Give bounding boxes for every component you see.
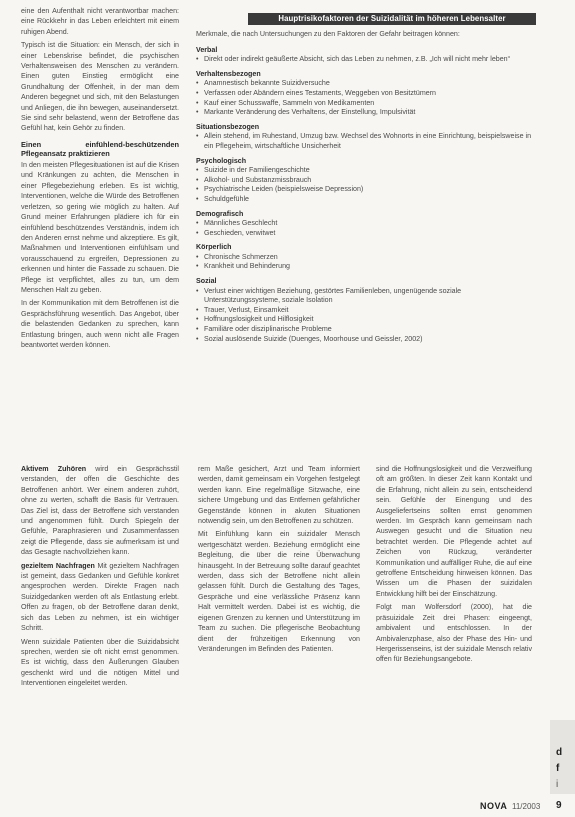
risk-section-title: Sozial	[196, 277, 217, 286]
risk-section-verbal	[196, 46, 536, 65]
footer-issue: 11/2003	[512, 802, 541, 811]
risk-item: • Alkohol- und Substanzmissbrauch	[196, 176, 536, 186]
paragraph: sind die Hoffnungslosigkeit und die Verzweiflung oft am größten. In dieser Zeit kann Kontakt und die Erfahrung, nicht allein zu sein, entscheidend sein. Gefühle der Einengung und des Ausgeliefertseins sollten ernst genommen werden. Im Gespräch kann gemeinsam nach Auswegen gesucht und die Situation neu betrachtet werden. Die Pflegende achtet auf Zeichen von Rückzug, veränderter Kommunikation und auffälliger Ruhe, die auf eine getroffene Entscheidung hinweisen können. Das Wissen um die Phasen der suizidalen Entwicklung hilft bei der Einschätzung.	[376, 465, 532, 598]
paragraph: Typisch ist die Situation: ein Mensch, der sich in einer Lebenskrise befindet, die psychischen Verhaltensweisen des Menschen zu verändern. Einen guten Einstieg ermöglicht eine Grundhaltung der Offenheit, in der man dem Anderen begegnet und sich, mit den Belastungen und Anliegen, die ihn bewegen, auseinandersetzt. Sie sind sehr belastend, wenn der Betroffene das Gefühl hat, kein Gehör zu finden.	[21, 41, 179, 133]
footer-journal-name: NOVA	[480, 801, 508, 811]
risk-item: • Schuldgefühle	[196, 195, 536, 205]
language-side-tab	[550, 720, 575, 794]
risk-factors-box	[196, 30, 536, 349]
risk-section-situational	[196, 123, 536, 152]
column-1-bottom	[21, 464, 179, 692]
language-letter-d: d	[556, 747, 563, 758]
risk-section-social	[196, 277, 536, 344]
lead-term: gezieltem Nachfragen	[21, 561, 95, 570]
risk-item: • Direkt oder indirekt geäußerte Absicht, sich das Leben zu nehmen, z.B. „Ich will nicht mehr leben“	[196, 55, 536, 65]
risk-item: • Geschieden, verwitwet	[196, 229, 536, 239]
language-letter-i: i	[556, 779, 559, 790]
risk-item: • Suizide in der Familiengeschichte	[196, 166, 536, 176]
risk-item: • Familiäre oder disziplinarische Probleme	[196, 325, 536, 335]
column-3-bottom	[376, 464, 532, 668]
paragraph: eine den Aufenthalt nicht verantwortbar machen: eine Rückkehr in das Leben erleichtert mit einem ruhigen Abend.	[21, 7, 179, 36]
paragraph: rem Maße gesichert, Arzt und Team informiert werden, damit gemeinsam ein Vorgehen festgelegt werden kann. Eine regelmäßige Sitzwache, eine sichere Umgebung und das Entfernen gefährlicher Gegenstände können in akuten Situationen notwendig sein, um den Betroffenen zu schützen.	[198, 465, 360, 526]
paragraph: Folgt man Wolfersdorf (2000), hat die präsuizidale Zeit drei Phasen: eingeengt, ambivalent und entschlossen. In der Ambivalenzphase, also der Phase des Hin- und Hergerissenseins, ist der suizidale Mensch relativ offen für Beziehungsangebote.	[376, 603, 532, 664]
risk-factors-box-title: Hauptrisikofaktoren der Suizidalität im höheren Lebensalter	[248, 13, 536, 25]
lead-term: Aktivem Zuhören	[21, 465, 87, 473]
risk-item: • Trauer, Verlust, Einsamkeit	[196, 306, 536, 316]
risk-item: • Männliches Geschlecht	[196, 219, 536, 229]
risk-section-title: Verhaltensbezogen	[196, 69, 261, 78]
box-intro: Merkmale, die nach Untersuchungen zu den Faktoren der Gefahr beitragen können:	[196, 30, 460, 38]
risk-item: • Sozial auslösende Suizide (Duenges, Moorhouse und Geissler, 2002)	[196, 335, 536, 345]
risk-section-psychological	[196, 157, 536, 205]
risk-section-title: Situationsbezogen	[196, 122, 260, 131]
paragraph-text: wird ein Gesprächsstil verstanden, der offen die Geschichte des Betroffenen anhört. Wer einem anderen zuhört, ohne zu werten, schafft die Basis für Vertrauen. Das Ziel ist, dass der Betroffene sich verstanden und angenommen fühlt. Durch Spiegeln der Gefühle, Paraphrasieren und Zusammenfassen zeigt die Pflegende, dass sie aufmerksam ist und das Gesagte nachvollziehen kann.	[21, 465, 179, 557]
language-letter-f: f	[556, 763, 560, 774]
risk-item: • Markante Veränderung des Verhaltens, der Einstellung, Impulsivität	[196, 108, 536, 118]
risk-item: • Anamnestisch bekannte Suizidversuche	[196, 79, 536, 89]
risk-section-title: Demografisch	[196, 209, 244, 218]
column-1-top	[21, 6, 179, 353]
risk-item: • Verlust einer wichtigen Beziehung, gestörtes Familienleben, ungenügende soziale Unterstützungssysteme, soziale Isolation	[196, 287, 536, 306]
paragraph: Wenn suizidale Patienten über die Suizidabsicht sprechen, werden sie oft nicht ernst genommen. Es ist wichtig, dass den Äußerungen Glauben geschenkt wird und die nötigen Mittel und Interventionen eingeleitet werden.	[21, 637, 179, 688]
risk-item: • Krankheit und Behinderung	[196, 262, 536, 272]
risk-section-title: Psychologisch	[196, 156, 247, 165]
risk-item: • Kauf einer Schusswaffe, Sammeln von Medikamenten	[196, 99, 536, 109]
paragraph: In der Kommunikation mit dem Betroffenen ist die Gesprächsführung wesentlich. Das Angebot, über die belastenden Gedanken zu sprechen, kann Entlastung bringen, auch wenn nicht alle Fragen beantwortet werden können.	[21, 299, 179, 349]
page-number: 9	[556, 800, 562, 811]
risk-section-demographic	[196, 210, 536, 239]
paragraph	[21, 561, 179, 634]
column-2-bottom	[198, 464, 360, 657]
section-heading: Einen einfühlend-beschützenden Pflegeansatz praktizieren	[21, 139, 179, 159]
risk-item: • Hoffnungslosigkeit und Hilflosigkeit	[196, 315, 536, 325]
risk-item: • Chronische Schmerzen	[196, 253, 536, 263]
risk-section-title: Verbal	[196, 45, 218, 54]
risk-section-physical	[196, 243, 536, 272]
risk-item: • Allein stehend, im Ruhestand, Umzug bzw. Wechsel des Wohnorts in eine Einrichtung, beispielsweise in ein Pflegeheim, wirtschaftliche Unsicherheit	[196, 132, 536, 151]
paragraph: In den meisten Pflegesituationen ist auf die Krisen und Kränkungen zu achten, die Menschen in einer Pflegebeziehung erleben. Es ist wichtig, Interventionen, welche die Würde des Betroffenen verletzen, so gering wie möglich zu halten. Auf Grund meiner Erfahrungen plädiere ich für ein einfühlend beschützendes Verständnis, indem ich den Anderen ernst nehme und akzeptiere. Es gilt, Maßnahmen und Interventionen einfühlsam und vorausschauend zu ergreifen, Depressionen zu erkennen und hinter die Fassade zu schauen. Die Pflege ist verpflichtet, alles zu tun, um dem Menschen Halt zu geben.	[21, 161, 179, 294]
paragraph: Mit Einfühlung kann ein suizidaler Mensch wertgeschätzt werden. Beziehung ermöglicht eine Begleitung, die über die reine Überwachung hinausgeht. In der Betreuung sollte darauf geachtet werden, dass sich der Betroffene nicht allein gelassen fühlt. Durch die Gestaltung des Tages, Gespräche und eine verlässliche Präsenz kann Halt vermittelt werden. Dabei ist es wichtig, die eigenen Grenzen zu kennen und Unterstützung im Team zu suchen. Die pflegerische Beobachtung dient der frühzeitigen Erkennung von Veränderungen im Befinden des Patienten.	[198, 530, 360, 653]
risk-section-behavioral	[196, 70, 536, 118]
paragraph	[21, 464, 179, 558]
risk-item: • Psychiatrische Leiden (beispielsweise Depression)	[196, 185, 536, 195]
risk-item: • Verfassen oder Abändern eines Testaments, Weggeben von Besitztümern	[196, 89, 536, 99]
risk-section-title: Körperlich	[196, 243, 232, 252]
paragraph-text: Mit gezieltem Nachfragen ist gemeint, dass Gedanken und Gefühle konkret angesprochen werden. Direkte Fragen nach Suizidgedanken werden oft als Entlastung erlebt. Offen zu fragen, ob der Betroffene daran denkt, sich das Leben zu nehmen, ist ein wichtiger Schritt.	[21, 561, 179, 633]
